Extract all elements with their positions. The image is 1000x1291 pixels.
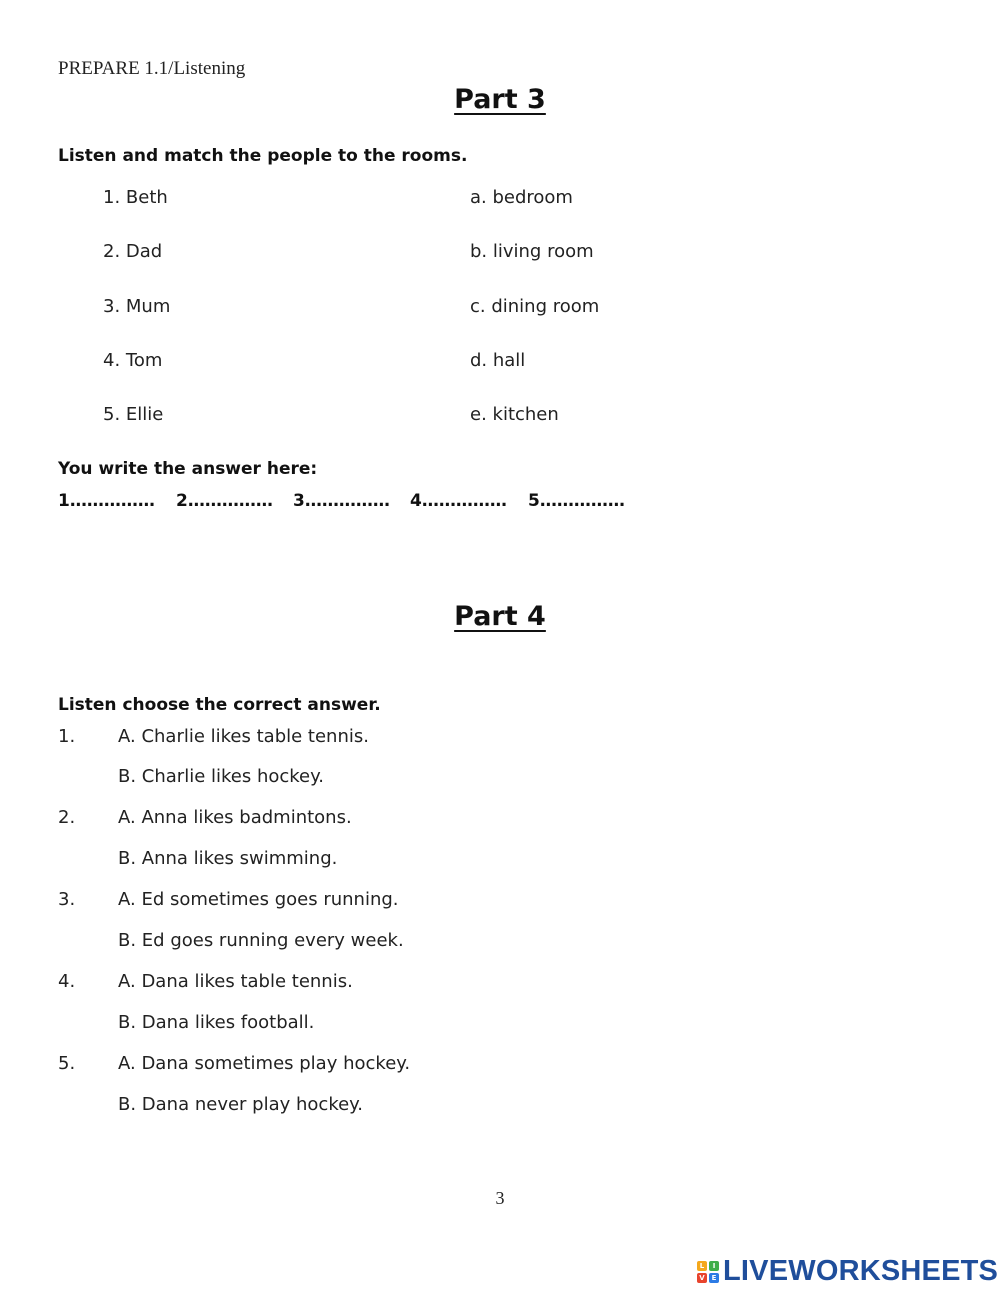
option-b[interactable]: B. Dana never play hockey.	[118, 1094, 363, 1115]
question-number: 3.	[58, 889, 76, 910]
room-item: b. living room	[470, 241, 594, 262]
logo-block: V	[697, 1273, 707, 1283]
person-item: 4. Tom	[103, 350, 163, 371]
answer-blank-3[interactable]: 3……………	[293, 491, 390, 511]
option-a[interactable]: A. Dana sometimes play hockey.	[118, 1053, 411, 1074]
part4-title: Part 4	[454, 601, 546, 632]
question-number: 4.	[58, 971, 76, 992]
option-a[interactable]: A. Charlie likes table tennis.	[118, 726, 369, 747]
room-item: e. kitchen	[470, 404, 559, 425]
logo-block: E	[709, 1273, 719, 1283]
question-number: 5.	[58, 1053, 76, 1074]
option-b[interactable]: B. Anna likes swimming.	[118, 848, 338, 869]
option-a[interactable]: A. Ed sometimes goes running.	[118, 889, 399, 910]
person-item: 5. Ellie	[103, 404, 164, 425]
option-a[interactable]: A. Anna likes badmintons.	[118, 807, 352, 828]
option-a[interactable]: A. Dana likes table tennis.	[118, 971, 353, 992]
option-b[interactable]: B. Charlie likes hockey.	[118, 766, 324, 787]
page-number: 3	[495, 1188, 505, 1208]
room-item: a. bedroom	[470, 187, 573, 208]
question-number: 1.	[58, 726, 76, 747]
part4-instruction: Listen choose the correct answer.	[58, 695, 381, 715]
header-reference: PREPARE 1.1/Listening	[58, 58, 246, 79]
answer-blank-4[interactable]: 4……………	[410, 491, 507, 511]
logo-text: LIVEWORKSHEETS	[723, 1255, 999, 1287]
logo-blocks-icon	[697, 1261, 719, 1283]
option-b[interactable]: B. Dana likes football.	[118, 1012, 315, 1033]
answer-blank-1[interactable]: 1……………	[58, 491, 155, 511]
option-b[interactable]: B. Ed goes running every week.	[118, 930, 404, 951]
room-item: c. dining room	[470, 296, 600, 317]
question-number: 2.	[58, 807, 76, 828]
answer-prompt: You write the answer here:	[58, 459, 318, 479]
person-item: 3. Mum	[103, 296, 171, 317]
person-item: 2. Dad	[103, 241, 163, 262]
answer-blank-5[interactable]: 5……………	[528, 491, 625, 511]
part3-title: Part 3	[454, 84, 546, 115]
answer-blank-2[interactable]: 2……………	[176, 491, 273, 511]
liveworksheets-logo	[697, 1255, 998, 1288]
logo-block: L	[697, 1261, 707, 1271]
part3-instruction: Listen and match the people to the rooms.	[58, 146, 468, 166]
person-item: 1. Beth	[103, 187, 168, 208]
logo-block: I	[709, 1261, 719, 1271]
room-item: d. hall	[470, 350, 526, 371]
